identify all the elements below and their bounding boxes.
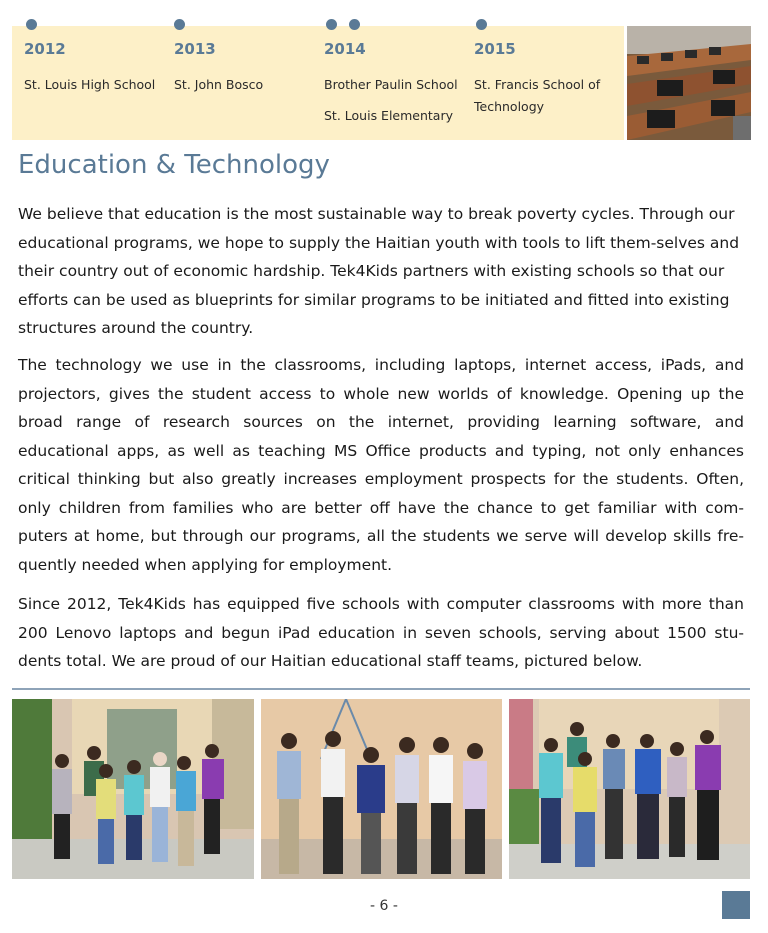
timeline-school: St. Louis High School	[24, 77, 156, 92]
classroom-photo	[627, 26, 751, 140]
timeline-dot	[174, 19, 185, 30]
timeline-band	[12, 26, 624, 140]
timeline-dot	[476, 19, 487, 30]
timeline-dot	[26, 19, 37, 30]
timeline-dot	[349, 19, 360, 30]
staff-team-photo-2	[261, 699, 502, 879]
paragraph-achievements: Since 2012, Tek4Kids has equipped five schools with computer classrooms with more than 200 Lenovo laptops and begun iPad education in seven schools, serving about 1500 stu-dents total. We are proud of our Haitian educational staff teams, pictured below.	[18, 595, 744, 670]
timeline-school: St. Louis Elementary	[324, 108, 454, 123]
timeline-dot	[326, 19, 337, 30]
timeline-school: St. Francis School of Technology	[474, 77, 601, 114]
page-title: Education & Technology	[18, 150, 330, 180]
staff-team-photo-3	[509, 699, 750, 879]
paragraph-technology: The technology we use in the classrooms, including laptops, internet access, iPads, and projectors, gives the student access to whole new worlds of knowledge. Opening up the broad range of research sources on the internet, providing learning software, and educational apps, as well as teaching MS Office products and typing, not only enhances critical thinking but also greatly increases employment prospects for the students. Often, only children from families who are better off have the chance to get familiar with com-puters at home, but through our programs, all the students we serve will develop skills fre-quently needed when applying for employment.	[18, 356, 744, 574]
timeline-school: St. John Bosco	[174, 77, 264, 92]
corner-accent-box	[722, 891, 750, 919]
timeline-year: 2012	[24, 40, 66, 58]
divider-rule	[12, 688, 750, 690]
timeline-year: 2014	[324, 40, 366, 58]
staff-team-photo-1	[12, 699, 254, 879]
timeline-school: Brother Paulin School	[324, 77, 458, 92]
page-number: - 6 -	[370, 898, 398, 914]
timeline-year: 2015	[474, 40, 516, 58]
timeline-year: 2013	[174, 40, 216, 58]
paragraph-intro: We believe that education is the most sustainable way to break poverty cycles. Through our educational programs, we hope to supply the Haitian youth with tools to lift them-selves and their country out of economic hardship. Tek4Kids partners with existing schools so that our efforts can be used as blueprints for similar programs to be initiated and fitted into existing structures around the country.	[18, 205, 740, 337]
